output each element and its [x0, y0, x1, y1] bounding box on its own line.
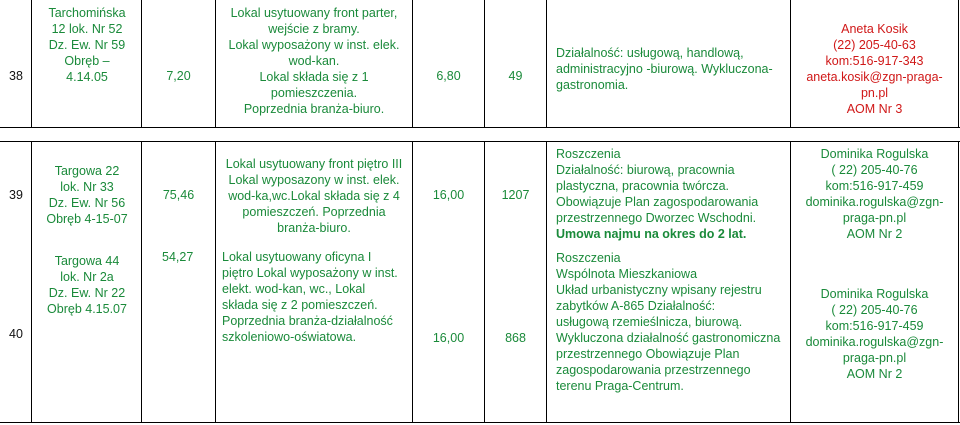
row-39-lease-note: Umowa najmu na okres do 2 lat. [556, 227, 747, 241]
row-divider-top [0, 127, 960, 128]
col-divider-5 [484, 0, 485, 127]
row-39-rate: 16,00 [432, 188, 465, 202]
row-38-months: 49 [508, 69, 523, 83]
col-divider-8 [958, 0, 959, 127]
row-38-area: 7,20 [166, 69, 191, 83]
row-40-number: 40 [9, 327, 23, 341]
row-39-purpose: Roszczenia Działalność: biurową, pracownia plastyczna, pracownia twórcza. Obowiązuje Plan zagospodarowania przestrzennego Dworzec Wschodni. Umowa najmu na okres do 2 lat. [556, 146, 790, 242]
row-40-address: Targowa 44 lok. Nr 2a Dz. Ew. Nr 22 Obręb 4.15.07 [47, 254, 127, 316]
row-39-contact: Dominika Rogulska ( 22) 205-40-76 kom:516-917-459 dominika.rogulska@zgn- praga-pn.pl AOM Nr 2 [805, 147, 944, 241]
row-40-description: Lokal usytuowany oficyna I piętro Lokal wyposażony w inst. elekt. wod-kan, wc., Lokal składa się z 2 pomieszczeń. Poprzednia branża-działalność szkoleniowo-oświatowa. [222, 250, 398, 344]
row-divider-top-2 [0, 141, 960, 142]
row-40-area: 54,27 [162, 250, 194, 264]
row-39-number: 39 [9, 188, 23, 202]
col-divider-8b [958, 141, 959, 422]
row-40-purpose: Roszczenia Wspólnota Mieszkaniowa Układ urbanistyczny wpisany rejestru zabytków A-865 Działalność: usługową rzemieślnicza, biurową. Wykluczona działalność gastronomiczna przestrzennego Obowiązuje Plan zagospodarowania przestrzennego terenu Praga-Centrum. [556, 251, 781, 393]
row-38-address: Tarchomińska 12 lok. Nr 52 Dz. Ew. Nr 59 Obręb – 4.14.05 [48, 6, 126, 84]
row-39-description: Lokal usytuowany front piętro III Lokal wyposazony w inst. elek. wod-ka,wc.Lokal składa się z 4 pomieszczeń. Poprzednia branża-biuro. [225, 157, 403, 235]
row-39-months: 1207 [501, 188, 530, 202]
col-divider-6b [546, 141, 547, 422]
row-38-rate: 6,80 [436, 69, 461, 83]
row-38-contact: Aneta Kosik (22) 205-40-63 kom:516-917-343 aneta.kosik@zgn-praga- pn.pl AOM Nr 3 [806, 22, 943, 116]
row-40-contact: Dominika Rogulska ( 22) 205-40-76 kom:516-917-459 dominika.rogulska@zgn- praga-pn.pl AOM Nr 2 [805, 287, 944, 381]
col-divider-4 [412, 0, 413, 127]
page-bottom-line [0, 422, 960, 423]
row-38-description: Lokal usytuowany front parter, wejście z bramy. Lokal wyposażony w inst. elek. wod-kan. Lokal składa się z 1 pomieszczenia. Poprzednia branża-biuro. [228, 6, 400, 116]
row-38-number: 38 [9, 69, 23, 83]
row-40-rate: 16,00 [432, 331, 465, 345]
col-divider-6 [546, 0, 547, 127]
row-40-months: 868 [505, 331, 526, 345]
row-39-area: 75,46 [162, 188, 195, 202]
row-38-purpose: Działalność: usługową, handlową, administracyjno -biurową. Wykluczona- gastronomia. [556, 46, 773, 92]
col-divider-5b [484, 141, 485, 422]
row-39-address: Targowa 22 lok. Nr 33 Dz. Ew. Nr 56 Obręb 4-15-07 [46, 164, 128, 226]
col-divider-4b [412, 141, 413, 422]
